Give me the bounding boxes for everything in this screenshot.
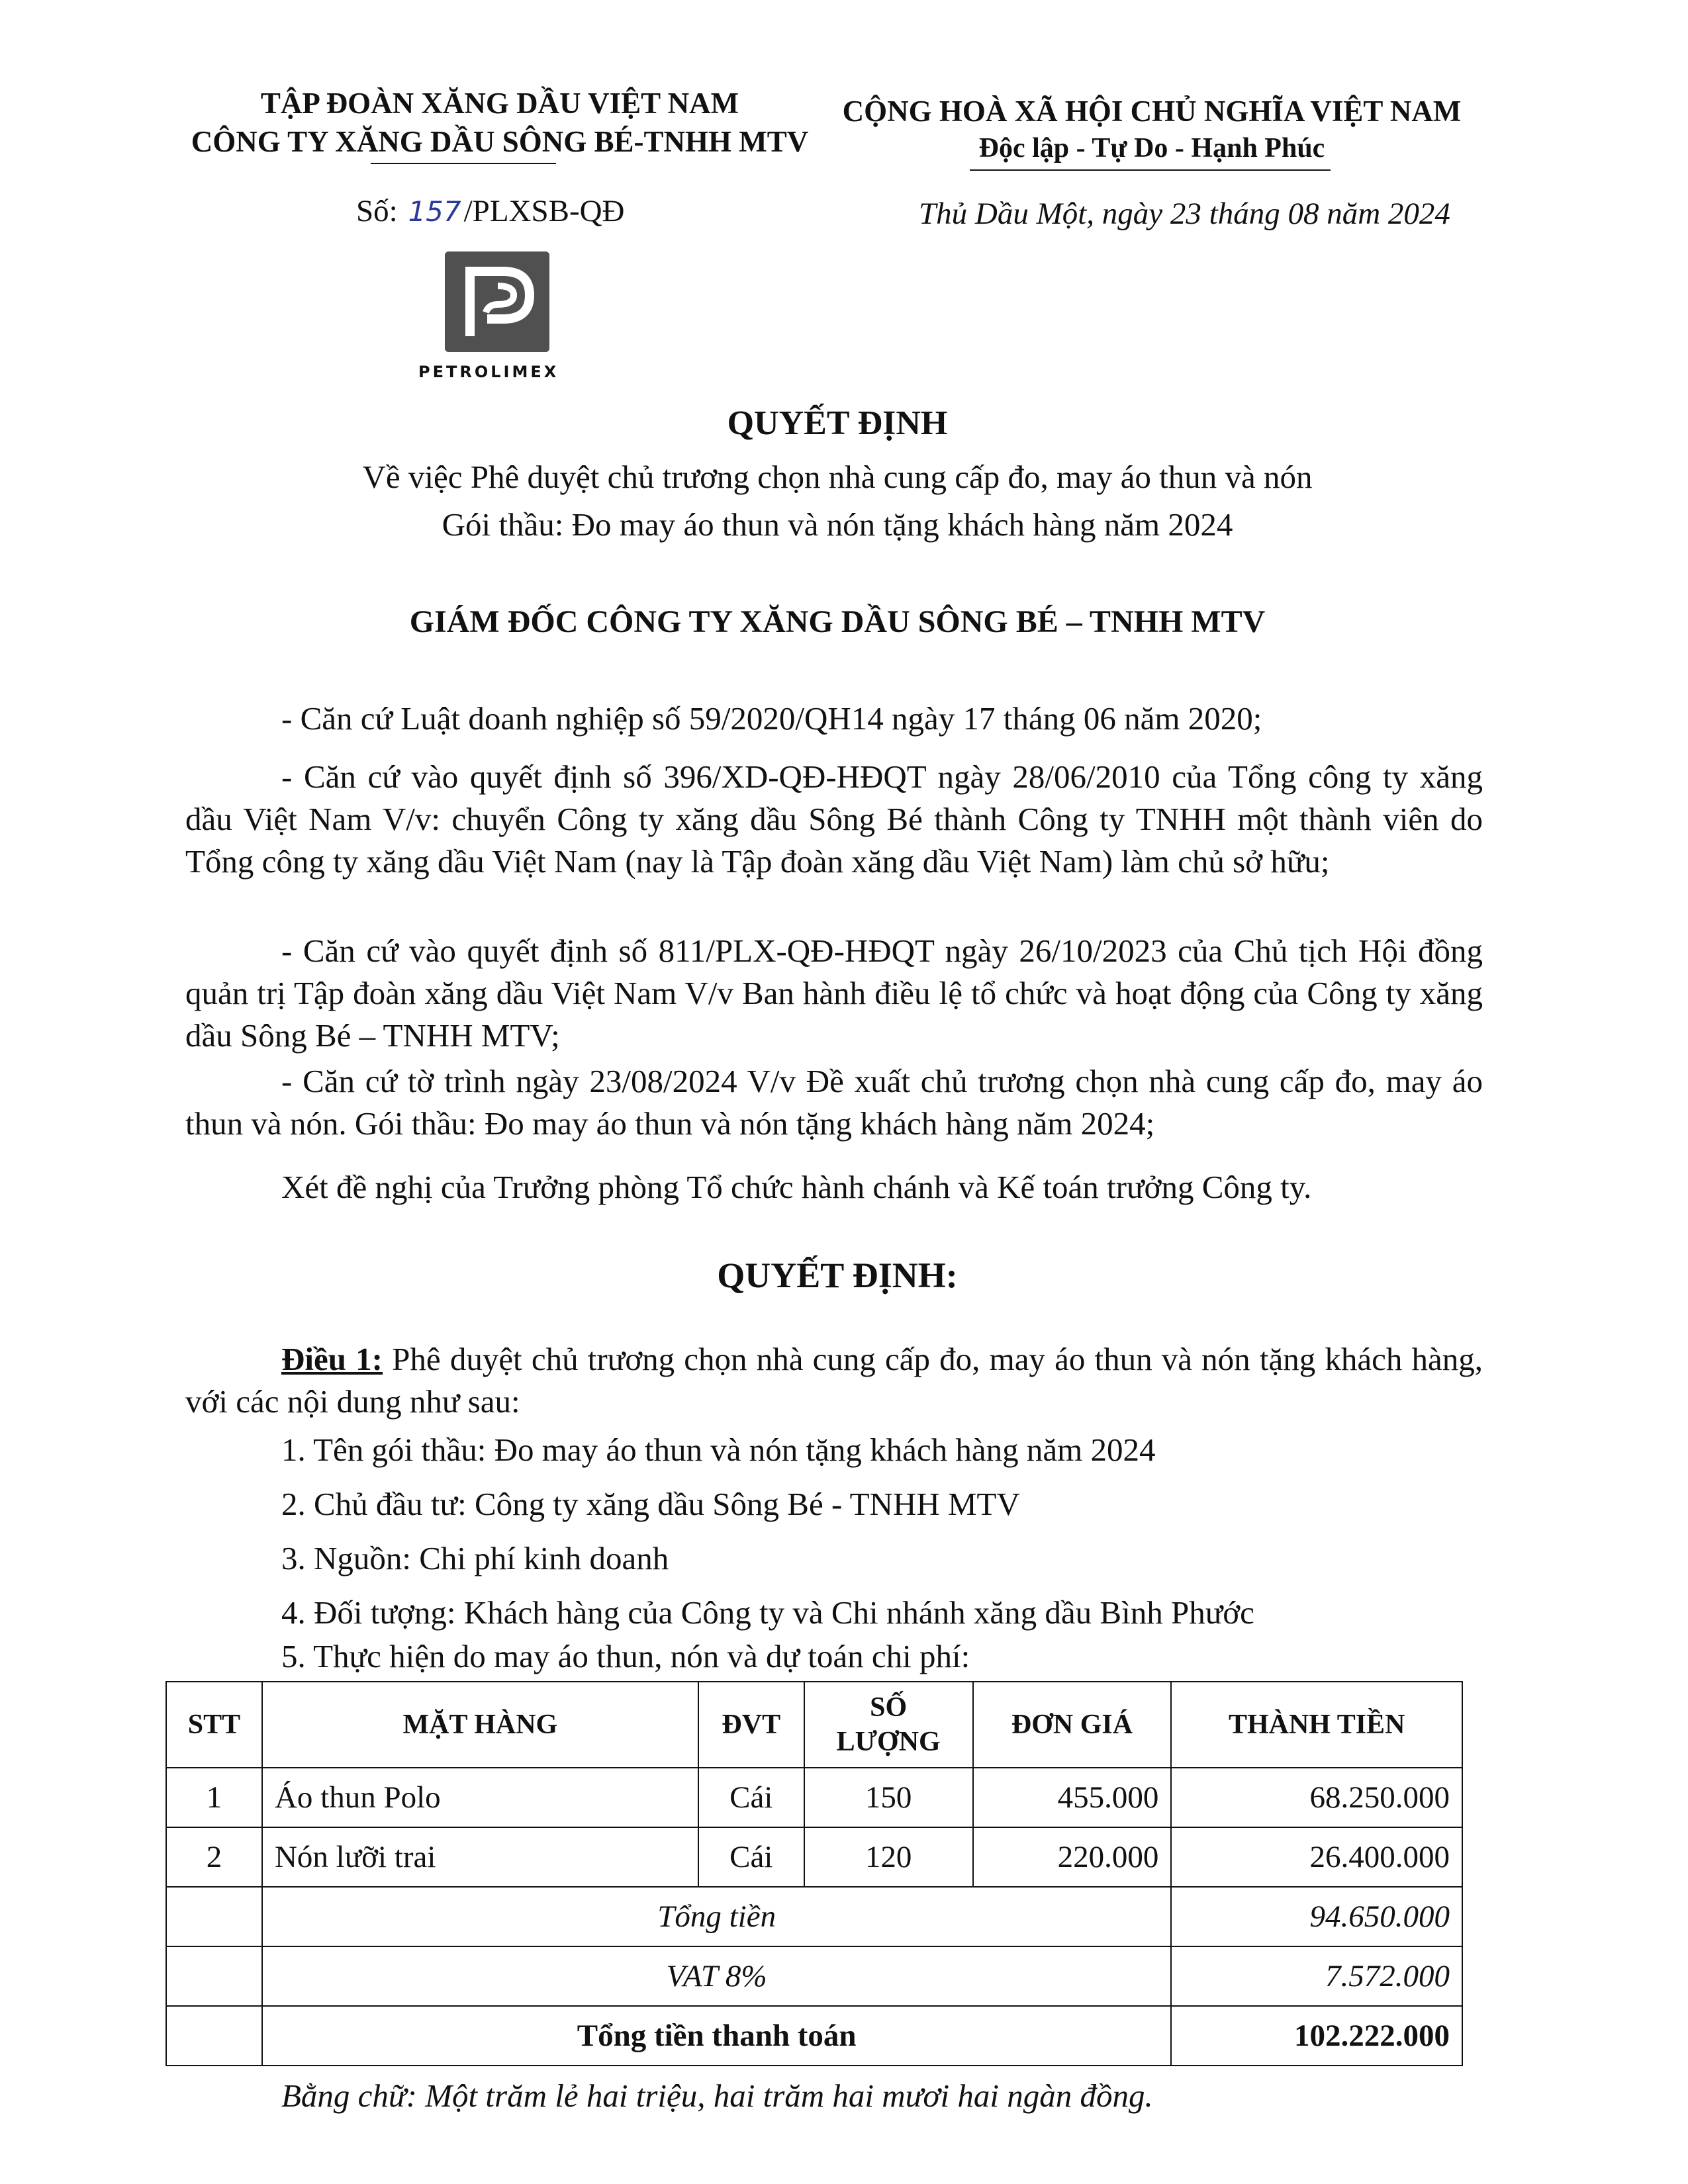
- header-qty-line-1: SỐ: [870, 1692, 908, 1723]
- grand-total-row: [166, 2006, 1462, 2066]
- subtotal-label: Tổng tiền: [262, 1887, 1171, 1946]
- row-2-item: Nón lưỡi trai: [262, 1827, 698, 1887]
- petrolimex-emblem-icon: [445, 251, 549, 352]
- row-1-qty: 150: [804, 1768, 973, 1827]
- article-1-item-1: 1. Tên gói thầu: Đo may áo thun và nón tặng khách hàng năm 2024: [281, 1432, 1156, 1468]
- vat-value: 7.572.000: [1171, 1946, 1462, 2006]
- header-item: MẶT HÀNG: [262, 1682, 698, 1768]
- basis-5: Xét đề nghị của Trưởng phòng Tổ chức hành chánh và Kế toán trưởng Công ty.: [281, 1169, 1312, 1205]
- org-line-1: TẬP ĐOÀN XĂNG DẦU VIỆT NAM: [260, 87, 739, 120]
- doc-number-handwritten: 157: [408, 195, 461, 228]
- org-line-2: CÔNG TY XĂNG DẦU SÔNG BÉ-TNHH MTV: [191, 125, 809, 158]
- doc-subtitle-2: Gói thầu: Đo may áo thun và nón tặng khách hàng năm 2024: [442, 506, 1233, 543]
- doc-number-suffix: /PLXSB-QĐ: [463, 194, 625, 228]
- article-1-item-5: 5. Thực hiện do may áo thun, nón và dự toán chi phí:: [281, 1638, 970, 1674]
- header-qty-line-2: LƯỢNG: [836, 1727, 941, 1757]
- row-2-price: 220.000: [973, 1827, 1172, 1887]
- subtotal-row: [166, 1887, 1462, 1946]
- article-1-text: Phê duyệt chủ trương chọn nhà cung cấp đo, may áo thun và nón tặng khách hàng, với các nội dung như sau:: [185, 1341, 1483, 1420]
- basis-1: - Căn cứ Luật doanh nghiệp số 59/2020/QH14 ngày 17 tháng 06 năm 2020;: [281, 700, 1262, 737]
- table-row: [166, 1827, 1462, 1887]
- row-2-total: 26.400.000: [1171, 1827, 1462, 1887]
- row-1-price: 455.000: [973, 1768, 1172, 1827]
- nation-line-2: Độc lập - Tự Do - Hạnh Phúc: [978, 133, 1325, 163]
- row-2-qty: 120: [804, 1827, 973, 1887]
- row-1-unit: Cái: [698, 1768, 804, 1827]
- nation-underline: [970, 169, 1331, 171]
- row-1-total: 68.250.000: [1171, 1768, 1462, 1827]
- nation-line-1: CỘNG HOÀ XÃ HỘI CHỦ NGHĨA VIỆT NAM: [842, 95, 1462, 128]
- article-1-item-2: 2. Chủ đầu tư: Công ty xăng dầu Sông Bé - TNHH MTV: [281, 1486, 1020, 1522]
- row-1-stt: 1: [166, 1768, 262, 1827]
- row-2-stt: 2: [166, 1827, 262, 1887]
- header-qty: [804, 1682, 973, 1768]
- basis-3: - Căn cứ vào quyết định số 811/PLX-QĐ-HĐQT ngày 26/10/2023 của Chủ tịch Hội đồng quản trị Tập đoàn xăng dầu Việt Nam V/v Ban hành điều lệ tổ chức và hoạt động của Công ty xăng dầu Sông Bé – TNHH MTV;: [185, 933, 1483, 1054]
- row-2-unit: Cái: [698, 1827, 804, 1887]
- article-1: [185, 1338, 1483, 1423]
- vat-row: [166, 1946, 1462, 2006]
- cost-table: [165, 1681, 1463, 2066]
- header-unit: ĐVT: [698, 1682, 804, 1768]
- amount-in-words: Bằng chữ: Một trăm lẻ hai triệu, hai trăm hai mươi hai ngàn đồng.: [281, 2077, 1153, 2114]
- article-1-label: Điều 1:: [281, 1341, 383, 1377]
- header-price: ĐƠN GIÁ: [973, 1682, 1172, 1768]
- grand-total-label: Tổng tiền thanh toán: [262, 2006, 1171, 2066]
- header-stt: STT: [166, 1682, 262, 1768]
- petrolimex-logo: [445, 251, 549, 352]
- doc-subtitle-1: Về việc Phê duyệt chủ trương chọn nhà cung cấp đo, may áo thun và nón: [362, 459, 1313, 495]
- vat-label: VAT 8%: [262, 1946, 1171, 2006]
- table-header-row: [166, 1682, 1462, 1768]
- org-underline: [371, 163, 556, 164]
- header-total: THÀNH TIỀN: [1171, 1682, 1462, 1768]
- basis-2: - Căn cứ vào quyết định số 396/XD-QĐ-HĐQT ngày 28/06/2010 của Tổng công ty xăng dầu Việt Nam V/v: chuyển Công ty xăng dầu Sông Bé thành Công ty TNHH một thành viên do Tổng công ty xăng dầu Việt Nam (nay là Tập đoàn xăng dầu Việt Nam) làm chủ sở hữu;: [185, 758, 1483, 880]
- article-1-item-4: 4. Đối tượng: Khách hàng của Công ty và Chi nhánh xăng dầu Bình Phước: [281, 1594, 1254, 1631]
- logo-text: PETROLIMEX: [418, 363, 559, 381]
- grand-total-value: 102.222.000: [1171, 2006, 1462, 2066]
- decision-heading: QUYẾT ĐỊNH:: [717, 1255, 958, 1295]
- doc-title: QUYẾT ĐỊNH: [727, 404, 948, 442]
- place-date: Thủ Dầu Một, ngày 23 tháng 08 năm 2024: [919, 197, 1450, 231]
- subtotal-value: 94.650.000: [1171, 1887, 1462, 1946]
- table-row: [166, 1768, 1462, 1827]
- doc-number: [356, 193, 625, 229]
- doc-number-prefix: Số:: [356, 194, 398, 228]
- basis-4: - Căn cứ tờ trình ngày 23/08/2024 V/v Đề xuất chủ trương chọn nhà cung cấp đo, may áo thun và nón. Gói thầu: Đo may áo thun và nón tặng khách hàng năm 2024;: [185, 1063, 1483, 1142]
- row-1-item: Áo thun Polo: [262, 1768, 698, 1827]
- article-1-item-3: 3. Nguồn: Chi phí kinh doanh: [281, 1540, 669, 1576]
- authority-heading: GIÁM ĐỐC CÔNG TY XĂNG DẦU SÔNG BÉ – TNHH MTV: [409, 604, 1266, 639]
